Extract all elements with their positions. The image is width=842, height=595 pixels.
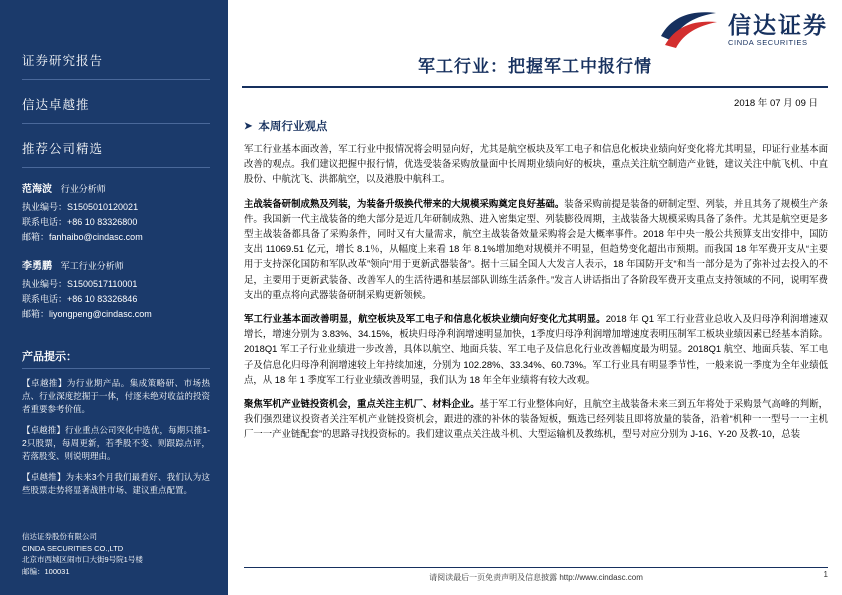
product-tip-item: 【卓越推】为行业期产品。集成策略研、市场热点、行业深度挖掘于一体，付逐未绝对收益的投资者重要参考价值。: [22, 378, 210, 414]
analyst-license: 执业编号：S1505010120021: [22, 202, 139, 212]
triangle-right-icon: ➤: [244, 120, 253, 132]
logo-text: [728, 13, 828, 47]
product-tip-item: 【卓越推】为未来3个月我们最看好、我们认为这些股票走势将显著战胜市场、建议重点配置。: [22, 472, 210, 495]
company-name-cn: 信达证券股份有限公司: [22, 532, 97, 541]
section-heading: [244, 118, 828, 134]
title-block: [228, 52, 842, 109]
analyst-block: [22, 182, 210, 245]
company-postcode: 邮编：100031: [22, 566, 70, 576]
paragraph: [244, 311, 828, 387]
title-divider: [242, 86, 828, 88]
report-date: 2018 年 07 月 09 日: [734, 98, 818, 109]
analyst-name-text: 范海波: [22, 184, 52, 195]
cinda-logo-icon: [658, 10, 720, 50]
paragraph-lead: 聚焦军机产业链投资机会，重点关注主机厂、材料企业。: [244, 398, 480, 410]
analyst-phone: 联系电话：+86 10 83326846: [22, 294, 138, 304]
paragraph: [244, 141, 828, 187]
main-content: [244, 118, 828, 451]
sidebar: [0, 0, 228, 595]
page-footer: [244, 567, 828, 583]
company-name-en: CINDA SECURITIES CO.,LTD: [22, 543, 124, 553]
section-heading-label: 本周行业观点: [258, 121, 328, 133]
product-tip-title: 产品提示：: [22, 348, 210, 369]
paragraph-text: 基于军工行业整体向好，且航空主战装备未来三到五年将处于采购景气高峰的判断，我们强烈建议投资者关注军机产业链投资机会，跟进的涨的补休的装备短板，甄选已经列装且即将放量的装备，沿着“机种一一型号一一主机厂一一产业链配套”的思路寻找投资标的。我们建议重点关注战斗机、大型运输机及教练机，型号对应分别为 J-16、Y-20 及教-10，总装: [244, 398, 828, 440]
company-info: [22, 531, 143, 577]
paragraph: [244, 396, 828, 442]
analyst-name: [22, 182, 210, 197]
paragraph-text: 军工行业基本面改善，军工行业中报情况将会明显向好，尤其是航空板块及军工电子和信息化板块业绩向好变化将尤其明显，印证行业基本面改善的观点。我们建议把握中报行情，优选受装备采购放量面中长周期业绩向好的板块，重点关注航空制造产业链，建议关注中航飞机、中直股份、中航沈飞、洪都航空，以及港股中航科工。: [244, 143, 828, 185]
disclaimer-text[interactable]: 请阅读最后一页免责声明及信息披露 http://www.cindasc.com: [429, 573, 643, 582]
analyst-block: [22, 259, 210, 322]
sidebar-heading-recommend: 推荐公司精选: [22, 134, 210, 168]
page-title: 军工行业：把握军工中报行情: [418, 57, 652, 76]
paragraph-text: 装备采购前提是装备的研制定型、列装，并且其务了规模生产条件。我国新一代主战装备的绝大部分是近几年研制成熟、进入密集定型、列装膨役周期，主战装备大规模采购具备了条件。尤其是航空更是多型主战装备都具备了采购条件，同时又有大量需求，航空主战装备效量采购将会是大概率事件。2018 年中央一般公共预算支出安排中，国防支出 11069.51 亿元，增长 8.1％，从幅度上来看 18 年 8.1%增加绝对规模并不明显，但趋势变化超出市预期。而我国 18 年军费开支从“主要用于支持深化国防和军队改革”领向“用于更新武器装备”。据十三届全国人大发言人表示，18 年国防开支“和当一部分是为了弥补过去投入的不足，主要用于更新武装备、改善军人的生活待遇和基层部队训练生活条件。”发言人讲话指出了各阶段军费开支重点支持领域的不同，说明军费支出的重点将向武器装备研制采购更新领候。: [244, 197, 828, 300]
company-address: 北京市西城区闹市口大街9号院1号楼: [22, 555, 143, 564]
logo-text-cn: 信达证券: [728, 12, 828, 38]
analyst-email: 邮箱：fanhaibo@cindasc.com: [22, 232, 143, 242]
analyst-email: 邮箱：liyongpeng@cindasc.com: [22, 309, 152, 319]
analyst-name: [22, 259, 210, 274]
paragraph-text: 2018 年 Q1 军工行业营业总收入及归母净利润增速双增长，增速分别为 3.83%、34.15%，板块归母净利润增速明显加快，1季度归母净利润增加增速度表明压制军工板块业绩因素已经基本消除。2018Q1 军工子行业业绩进一步改善，具体以航空、地面兵装、军工电子及信息化行业改善幅度最为明显。2018Q1 航空、地面兵装、军工电子及信息化归母净利润增速较上年持续加速，分别为 102.28%、33.34%、60.73%。军工行业具有明显季节性，一般来说一季度为全年业绩低点，从 18 年 1 季度军工行业业绩改善明显，我们认为 18 年全年业绩将有较大改观。: [244, 313, 828, 385]
analyst-license: 执业编号：S1500517110001: [22, 279, 138, 289]
paragraph-lead: 主战装备研制成熟及列装，为装备升级换代带来的大规模采购奠定良好基础。: [244, 197, 565, 209]
paragraph: [244, 196, 828, 302]
sidebar-heading-excellence: 信达卓越推: [22, 90, 210, 124]
analyst-name-text: 李勇鹏: [22, 261, 52, 272]
analyst-role: 军工行业分析师: [60, 261, 124, 271]
brand-logo: [658, 10, 828, 50]
logo-text-en: CINDA SECURITIES: [728, 38, 808, 47]
page-number: 1: [823, 570, 828, 579]
paragraph-lead: 军工行业基本面改善明显，航空板块及军工电子和信息化板块业绩向好变化尤其明显。: [244, 313, 606, 325]
product-tip-item: 【卓越推】行业重点公司突化中选优，每期只推1-2只股票，每周更新，若季股不变、则跟踪点评，若落股变、则说明理由。: [22, 425, 210, 461]
analyst-phone: 联系电话：+86 10 83326800: [22, 217, 138, 227]
analyst-role: 行业分析师: [60, 184, 106, 194]
sidebar-heading-report: 证券研究报告: [22, 46, 210, 80]
